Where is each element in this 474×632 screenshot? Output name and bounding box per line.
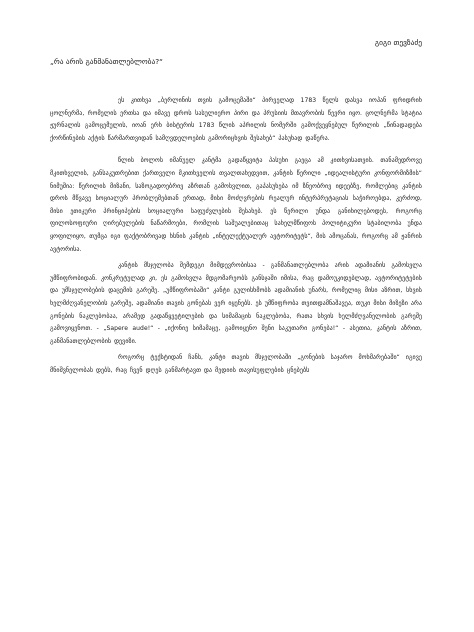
paragraph: წლის ბოლოს იმანუელ კანტმა გადაწყვიტა პასუხი გაეცა ამ კითხვისათვის. თანამედროვე მკითხველის, განსაკუთრებით ქართველი მკითხველის თვალთახედვით, კანტის წერილი „იდეალისტური კონფორმიზმის“ ნიმუშია: წერილის მიზანი, საზოგადოებრივ აზრთან გამოსვლით, გაპასუხება იმ ზნეობრივ იდეებზე, რომლებიც კანტის დროს მწვავე სოციალურ პრობლემებთან ერთად, მისი მოძღვრების რეალურ ინტერპრეტაციას საჭიროებდა, კერძოდ, მისი ეთიკური პრინციპების სოციალური საფუძვლების შესახებ. ეს წერილი უნდა განიხილებოდეს, როგორც ფილოსოფიური ღირებულების ნაწარმოები, რომლის საშუალებითაც სახელმწიფოს პოლიტიკური სტაბილობა უნდა ყოფილიყო, თუმცა იგი ფაქტობრივად ხსნის კანტის „ინტელექტუალურ ავტორიტეტს“, მის ამოცანას, როგორც ამ ჟანრის ავტორისა. — [50, 157, 422, 253]
essay-title: „რა არის განმანათლებლობა?“ — [50, 57, 163, 66]
paragraph: როგორც ტექსტიდან ჩანს, კანტი თავის მსჯელობაში „გონების საჯარო მოხმარებაში“ იგივე მნიშვნელობას დებს, რაც ჩვენ დღეს განმარტავთ და მედიის თავისუფლების ცნებებს — [50, 354, 422, 374]
author-name: გიგი თევზაძე — [374, 38, 422, 47]
paragraph: ეს კითხვა „ბერლინის თვის გამოცემაში“ პირველად 1783 წელს დასვა იოჰან ფრიდრიხ ცოლნერმა, რომელის ერთსა და იმავე დროს სასულიერო პირი და პრუსიის მთავრობის წევრი იყო. ცოლნერმა სტატია ჟურნალის გამოცემულის, იოან ერხ ბისტერის 1783 წლის აპრილის ნომერში გამოქვეყნებულ წერილის „წინადადება ქორწინების აქტის წარმართვიდან სამღვდელოების გამორიცხვის შესახებ“ პასუხად დაწერა. — [50, 97, 422, 142]
paragraph: კანტის მსჯელობა შემდეგი მიმდევრობისაა - განმანათლებლობა არის ადამიანის გამოსვლა უმწიფრობიდან. კონკრეტულად კი, ეს გამოსვლა მდგომარეობს განსჯაში იმისა, რაც დამოუკიდებლად, ავტორიტეტების და უმსჯელობების დაცემის გარეშე. „უმწიფრობაში“ კანტი გულისხმობს ადამიანის უნარს, რომელიც მისი აზრით, სხვის ხელმძღვანელობის გარეშე, ადამიანი თავის გონებას ვერ იყენებს. ეს უმწიფრობა თვითდამნაშავეა, თუკი მისი მიზეზი არა გონების ნაკლებობაა, არამედ გადაწყვეტილების და სიმამაცის ნაკლებობა, რათა სხვის ხელმძღვანელობის გარეშე გამოვიყენოთ. - „Sapere aude!“ - „იქონიე სიმამაცე, გამოიყენო შენი საკუთარი გონება!“ - ასეთია, კანტის აზრით, განმანათლებლობის დევიზი. — [50, 262, 422, 345]
essay-body — [50, 95, 422, 377]
